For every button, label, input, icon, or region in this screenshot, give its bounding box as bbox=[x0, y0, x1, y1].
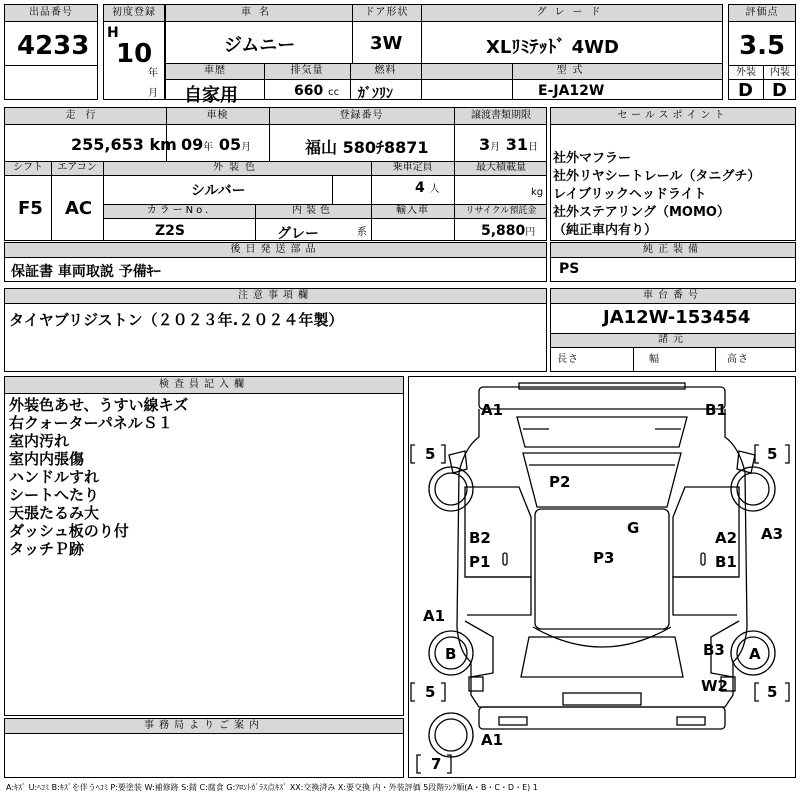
color-no-label: カラーNo. bbox=[146, 205, 212, 216]
damage-mark: B bbox=[445, 645, 457, 663]
fuel-label: 燃料 bbox=[374, 65, 397, 76]
notes-value: タイヤブリジストン（２０２３年.２０２４年製） bbox=[9, 311, 344, 329]
recycle-label: リサイクル預託金 bbox=[465, 206, 537, 216]
dims-label: 諸元 bbox=[658, 334, 688, 345]
later-parts-label: 後日発送部品 bbox=[230, 244, 321, 255]
score: 3.5 bbox=[739, 31, 786, 61]
transfer-month: 3 bbox=[479, 135, 491, 154]
grade-label: グレード bbox=[536, 7, 609, 18]
insp-month: 05 bbox=[218, 135, 242, 154]
notes-label: 注意事項欄 bbox=[238, 290, 313, 301]
body-color: シルバー bbox=[191, 183, 246, 199]
lot-label: 出品番号 bbox=[29, 7, 73, 18]
transfer-day: 31 bbox=[505, 135, 528, 154]
tire-tread-spare: 7 bbox=[431, 755, 442, 773]
capacity-unit: 人 bbox=[429, 184, 440, 195]
score-block bbox=[728, 4, 796, 100]
inspector-line: ハンドルすれ bbox=[9, 468, 100, 486]
grade: XLﾘﾐﾃｯﾄﾞ 4WD bbox=[486, 37, 619, 58]
sales-point-item: （純正車内有り） bbox=[553, 223, 658, 238]
sales-point-list bbox=[553, 150, 760, 240]
transfer-month-unit: 月 bbox=[490, 142, 501, 153]
lot-cell bbox=[4, 4, 98, 100]
ac: AC bbox=[65, 198, 93, 219]
chassis-label: 車台番号 bbox=[643, 290, 703, 301]
recycle-fee bbox=[481, 223, 535, 239]
damage-mark: A bbox=[749, 645, 761, 663]
exterior-grade: D bbox=[738, 80, 753, 101]
damage-mark: A3 bbox=[761, 525, 784, 543]
inspector-label: 検査員記入欄 bbox=[159, 379, 249, 390]
color-label: 外装色 bbox=[213, 162, 261, 173]
history: 自家用 bbox=[184, 85, 238, 106]
era-mark: H bbox=[107, 25, 119, 41]
damage-diagram bbox=[408, 376, 796, 778]
int-color-label: 内装色 bbox=[292, 205, 334, 216]
car-name-label: 車名 bbox=[241, 7, 277, 18]
tire-tread-front-right: 5 bbox=[767, 445, 778, 463]
transfer-label: 譲渡書類期限 bbox=[471, 110, 531, 121]
inspector-line: タッチＰ跡 bbox=[9, 540, 85, 558]
first-reg-label: 初度登録 bbox=[112, 7, 156, 18]
car-name: ジムニー bbox=[224, 35, 296, 56]
sales-point-item: レイブリックヘッドライト bbox=[553, 187, 707, 202]
mileage-unit: km bbox=[149, 135, 177, 154]
genuine-equipment bbox=[550, 242, 796, 282]
damage-mark: A1 bbox=[423, 607, 446, 625]
inspector-line: 天張たるみ大 bbox=[9, 504, 100, 522]
damage-mark: P3 bbox=[593, 549, 615, 567]
damage-mark: P2 bbox=[549, 473, 571, 491]
capacity-value: 4 bbox=[415, 180, 425, 196]
first-registration-cell bbox=[103, 4, 165, 100]
later-parts-value: 保証書 車両取説 予備ｷｰ bbox=[11, 264, 161, 280]
width-label: 幅 bbox=[649, 354, 660, 365]
transfer-day-unit: 日 bbox=[527, 142, 538, 153]
length-label: 長さ bbox=[557, 354, 579, 365]
car-outline bbox=[409, 377, 795, 777]
color-no: Z2S bbox=[155, 223, 185, 239]
inspector-line: シートへたり bbox=[9, 486, 100, 504]
inspector-line: ダッシュ板のり付 bbox=[9, 522, 129, 540]
sales-points bbox=[550, 107, 796, 241]
chassis-block bbox=[550, 288, 796, 372]
recycle-value: 5,880 bbox=[481, 223, 526, 239]
int-color-unit: 系 bbox=[357, 227, 367, 238]
insp-year-unit: 年 bbox=[203, 142, 214, 153]
inspector-line: 室内内張傷 bbox=[9, 450, 85, 468]
damage-mark: A1 bbox=[481, 401, 504, 419]
capacity bbox=[415, 180, 440, 196]
load-unit: kg bbox=[531, 187, 544, 198]
transfer-date bbox=[479, 135, 538, 154]
plate-number: 福山 580ﾁ8871 bbox=[305, 138, 429, 157]
top-right-block bbox=[165, 4, 723, 106]
year-unit: 年 bbox=[148, 68, 159, 79]
shift-label: シフト bbox=[13, 162, 43, 173]
capacity-label: 乗車定員 bbox=[392, 162, 433, 173]
spec-block bbox=[4, 107, 547, 241]
office-label: 事務局よりご案内 bbox=[144, 720, 264, 731]
score-label: 評価点 bbox=[745, 7, 779, 18]
ac-label: エアコン bbox=[57, 162, 97, 173]
shift: F5 bbox=[18, 198, 43, 219]
displacement-value: 660 bbox=[294, 83, 324, 99]
damage-mark: P1 bbox=[469, 553, 491, 571]
damage-mark: B3 bbox=[703, 641, 725, 659]
inspection-label: 車検 bbox=[206, 110, 229, 121]
recycle-unit: 円 bbox=[525, 227, 536, 238]
inspector-line: 右クォーターパネルＳ１ bbox=[9, 414, 173, 432]
genuine-label: 純正装備 bbox=[643, 244, 703, 255]
displacement bbox=[294, 83, 339, 99]
legend: A:ｷｽﾞ U:ﾍｺﾐ B:ｷｽﾞを伴うﾍｺﾐ P:要塗装 W:補修跡 S:錆 C:腐食 G:ﾌﾛﾝﾄｶﾞﾗｽ点ｷｽﾞ XX:交換済み X:要交換 内・外装評価 5段階ﾗﾝｸ順(A・B・C・D・E) 1 bbox=[6, 783, 538, 792]
damage-mark: B2 bbox=[469, 529, 491, 547]
load-label: 最大積載量 bbox=[476, 162, 526, 173]
inspector-line: 室内汚れ bbox=[9, 432, 70, 450]
lot-number: 4233 bbox=[17, 31, 90, 61]
door-type: 3W bbox=[370, 33, 403, 54]
genuine-value: PS bbox=[559, 261, 580, 277]
int-color: グレー bbox=[277, 226, 319, 242]
sales-point-item: 社外リヤシートレール（タニグチ） bbox=[553, 169, 761, 184]
office-notice bbox=[4, 718, 404, 778]
inspector-line: 外装色あせ、うすい線キズ bbox=[9, 396, 189, 414]
notes bbox=[4, 288, 547, 372]
damage-mark: A2 bbox=[715, 529, 738, 547]
tire-tread-rear-left: 5 bbox=[425, 683, 436, 701]
inspection-date bbox=[181, 135, 251, 154]
first-reg-year: 10 bbox=[116, 39, 153, 69]
insp-month-unit: 月 bbox=[241, 142, 252, 153]
chassis-number: JA12W-153454 bbox=[603, 307, 751, 328]
exterior-label: 外装 bbox=[736, 67, 756, 78]
month-unit: 月 bbox=[148, 88, 159, 99]
history-label: 車歴 bbox=[204, 65, 226, 76]
model-label: 型式 bbox=[556, 65, 589, 76]
damage-mark: W2 bbox=[701, 677, 728, 695]
fuel: ｶﾞｿﾘﾝ bbox=[358, 86, 393, 102]
damage-mark: A1 bbox=[481, 731, 504, 749]
later-parts bbox=[4, 242, 547, 282]
sales-point-item: 社外マフラー bbox=[553, 151, 632, 166]
mileage bbox=[71, 135, 177, 154]
sales-point-item: 社外ステアリング（MOMO） bbox=[553, 205, 730, 220]
damage-mark: B1 bbox=[705, 401, 727, 419]
sales-points-label: セールスポイント bbox=[617, 110, 729, 121]
mileage-value: 255,653 bbox=[71, 135, 144, 154]
mileage-label: 走行 bbox=[65, 110, 106, 121]
inspector-remarks bbox=[4, 376, 404, 716]
plate-label: 登録番号 bbox=[339, 110, 384, 121]
tire-tread-front-left: 5 bbox=[425, 445, 436, 463]
import-label: 輸入車 bbox=[396, 205, 429, 216]
inspector-lines bbox=[9, 396, 188, 558]
height-label: 高さ bbox=[727, 354, 749, 365]
interior-label: 内装 bbox=[770, 67, 790, 78]
door-label: ドア形状 bbox=[364, 7, 409, 18]
tire-tread-rear-right: 5 bbox=[767, 683, 778, 701]
damage-mark: G bbox=[627, 519, 640, 537]
damage-mark: B1 bbox=[715, 553, 737, 571]
interior-grade: D bbox=[772, 80, 787, 101]
displacement-label: 排気量 bbox=[290, 65, 324, 76]
model-code: E-JA12W bbox=[538, 83, 605, 99]
displacement-unit: cc bbox=[328, 87, 340, 98]
insp-year: 09 bbox=[181, 135, 204, 154]
